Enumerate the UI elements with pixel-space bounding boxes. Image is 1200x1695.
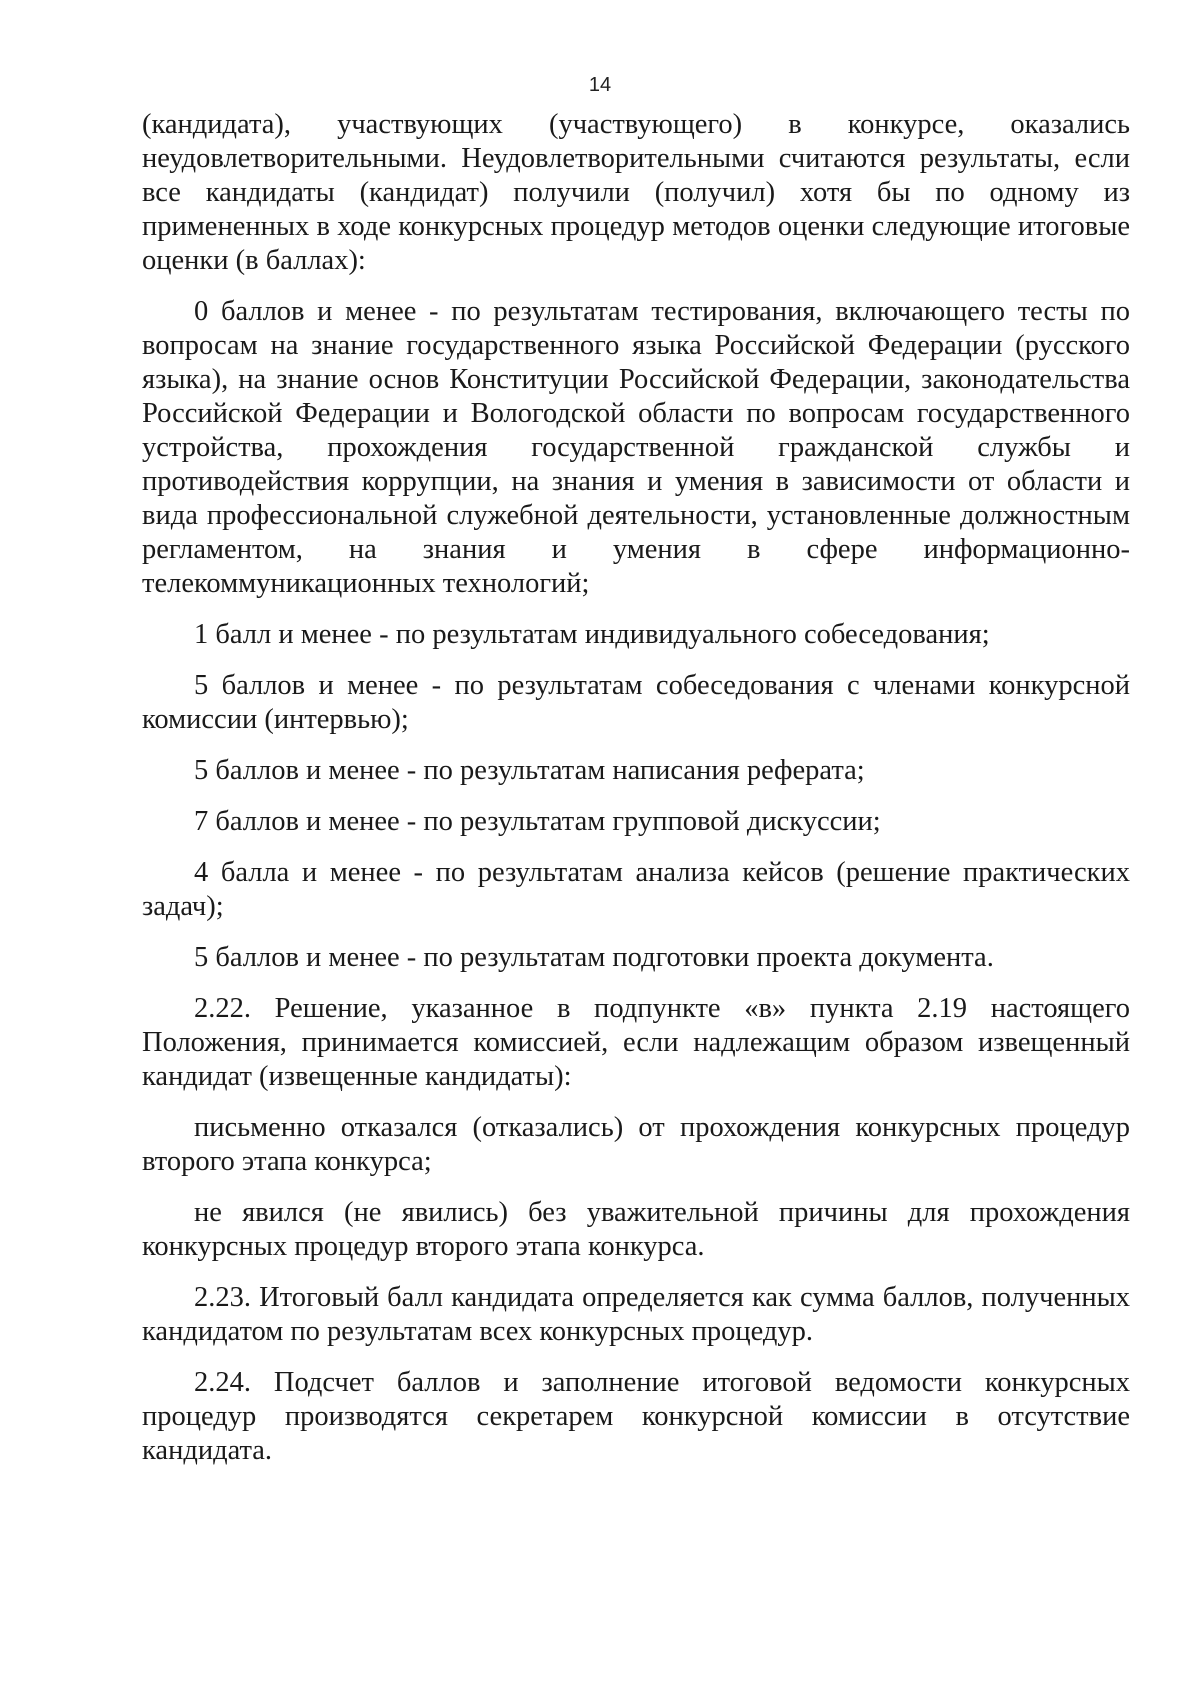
paragraph-continuation: (кандидата), участвующих (участвующего) в конкурсе, оказались неудовлетворительными. Неудовлетворительными считаются результаты, если все кандидаты (кандидат) получили (получил) хотя бы по одному из примененных в ходе конкурсных процедур методов оценки следующие итоговые оценки (в баллах): (142, 109, 1130, 276)
page-number: 14 (588, 74, 612, 96)
paragraph-group-discussion-score: 7 баллов и менее - по результатам групповой дискуссии; (194, 806, 881, 837)
paragraph-document-draft-score: 5 баллов и менее - по результатам подготовки проекта документа. (194, 942, 994, 973)
document-body (142, 108, 1130, 1485)
paragraph-section-2-23: 2.23. Итоговый балл кандидата определяется как сумма баллов, полученных кандидатом по результатам всех конкурсных процедур. (142, 1282, 1130, 1347)
paragraph-essay-score: 5 баллов и менее - по результатам написания реферата; (194, 755, 865, 786)
paragraph-individual-interview-score: 1 балл и менее - по результатам индивидуального собеседования; (194, 619, 990, 650)
paragraph-section-2-24: 2.24. Подсчет баллов и заполнение итоговой ведомости конкурсных процедур производятся секретарем конкурсной комиссии в отсутствие кандидата. (142, 1367, 1130, 1466)
paragraph-commission-interview-score: 5 баллов и менее - по результатам собеседования с членами конкурсной комиссии (интервью); (142, 670, 1130, 735)
paragraph-testing-score: 0 баллов и менее - по результатам тестирования, включающего тесты по вопросам на знание государственного языка Российской Федерации (русского языка), на знание основ Конституции Российской Федерации, законодательства Российской Федерации и Вологодской области по вопросам государственного устройства, прохождения государственной гражданской службы и противодействия коррупции, на знания и умения в зависимости от области и вида профессиональной служебной деятельности, установленные должностным регламентом, на знания и умения в сфере информационно-телекоммуникационных технологий; (142, 296, 1130, 599)
paragraph-no-show: не явился (не явились) без уважительной причины для прохождения конкурсных процедур второго этапа конкурса. (142, 1197, 1130, 1262)
paragraph-section-2-22: 2.22. Решение, указанное в подпункте «в» пункта 2.19 настоящего Положения, принимается комиссией, если надлежащим образом извещенный кандидат (извещенные кандидаты): (142, 993, 1130, 1092)
paragraph-case-analysis-score: 4 балла и менее - по результатам анализа кейсов (решение практических задач); (142, 857, 1130, 922)
paragraph-written-refusal: письменно отказался (отказались) от прохождения конкурсных процедур второго этапа конкурса; (142, 1112, 1130, 1177)
